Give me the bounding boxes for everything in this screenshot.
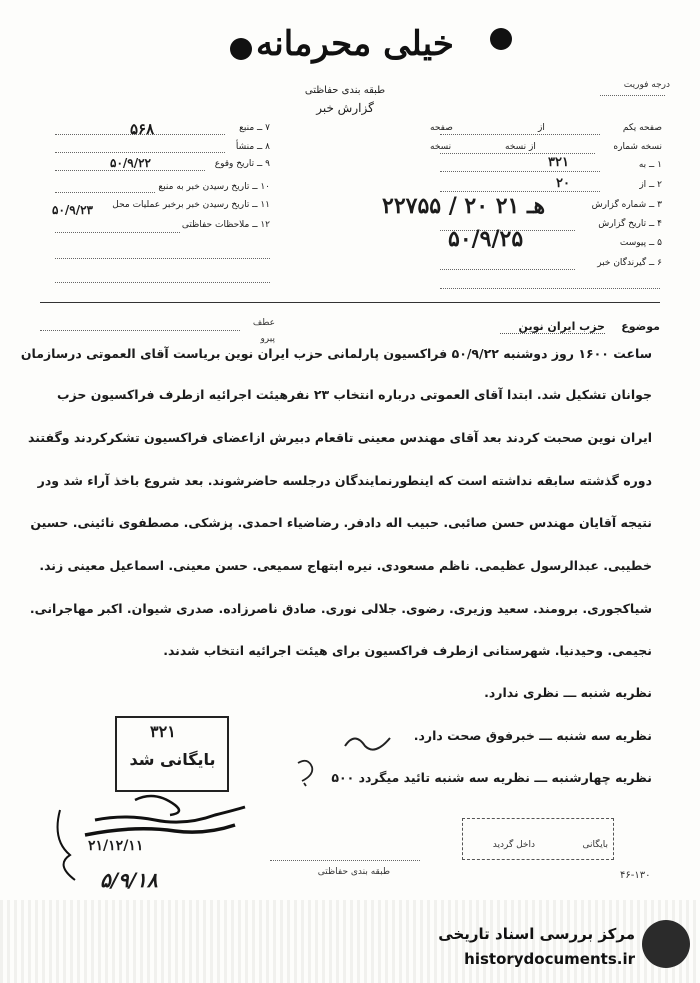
field-from-label: ۲ ــ از <box>639 180 662 190</box>
signature-stroke <box>58 810 75 880</box>
classification-title: خیلی محرمانه <box>256 24 454 64</box>
dots <box>440 171 600 172</box>
field-copy-label: نسخه شماره <box>613 142 662 152</box>
body-line: نظریه سه شنبه ـــ خبرفوق صحت دارد. <box>413 728 652 743</box>
field-copy-of: از نسخه <box>505 142 536 152</box>
signature-scribbles <box>55 780 295 890</box>
report-label: گزارش خبر <box>316 101 374 115</box>
watermark <box>438 915 695 975</box>
signature-stroke <box>85 825 235 835</box>
field-source-label: ۷ ــ منبع <box>239 123 270 133</box>
signature-stroke <box>345 738 390 750</box>
mid-signature <box>340 726 400 756</box>
signature-stroke <box>298 761 312 786</box>
field-from-value: ۲۰ <box>556 176 570 191</box>
dots <box>440 153 595 154</box>
receipt-stamp-label-1: بایگانی <box>582 840 608 850</box>
receipt-stamp-label-2: داخل گردید <box>492 840 535 850</box>
dots <box>55 232 180 233</box>
field-recipients-label: ۶ ــ گیرندگان خبر <box>597 258 662 268</box>
mark-2 <box>290 755 330 790</box>
bottom-classification: طبقه بندی حفاظتی <box>317 867 390 877</box>
dots <box>55 282 270 283</box>
handwritten-date-left: ۲۱/۱۲/۱۱ <box>88 838 144 854</box>
watermark-fa: مرکز بررسی اسناد تاریخی <box>438 925 635 943</box>
receipt-stamp <box>462 818 614 860</box>
archive-stamp-number: ۳۲۱ <box>150 722 176 741</box>
body-line: نظریه شنبه ـــ نظری ندارد. <box>484 685 652 700</box>
dots <box>440 134 600 135</box>
subject-label: موضوع <box>621 320 660 333</box>
header-rule <box>40 302 660 303</box>
body-line: نتیجه آقایان مهندس حسن صائبی. حبیب اله دادفر. رضاضیاء احمدی. پزشکی. مصطفوی نائینی. حسین <box>30 515 652 530</box>
priority-label: درجه فوریت <box>623 80 670 90</box>
handwritten-date-bottom: ۵/۹/۱۸ <box>100 868 158 892</box>
body-line: ساعت ۱۶۰۰ روز دوشنبه ۵۰/۹/۲۲ فراکسیون پارلمانی حزب ایران نوین بریاست آقای العموتی درسازمان <box>20 346 652 361</box>
body-line: جوانان تشکیل شد. ابتدا آقای العموتی درباره انتخاب ۲۳ نفرهیئت اجرائیه ازطرف فراکسیون حزب <box>57 387 652 402</box>
followup-label: پیرو <box>260 334 275 344</box>
dots <box>440 288 660 289</box>
archive-stamp-text: بایگانی شد <box>129 750 216 769</box>
body-line: ایران نوین صحبت کردند بعد آقای مهندس معینی تاقعام دبیرش ازاعضای فراکسیون تشکرکردند وگفتند <box>28 430 652 445</box>
field-attachment-value: ۵۰/۹/۲۵ <box>448 226 524 252</box>
dots <box>440 269 575 270</box>
dots <box>270 860 420 861</box>
watermark-en: historydocuments.ir <box>464 950 635 968</box>
priority-dots <box>600 95 665 96</box>
ink-blot-right <box>490 28 512 50</box>
field-report-number-label: ۳ ــ شماره گزارش <box>591 200 662 210</box>
dots <box>55 170 205 171</box>
field-origin-label: ۸ ــ منشأ <box>235 142 270 152</box>
field-page-of: از <box>538 123 545 133</box>
ink-blot-left <box>230 38 252 60</box>
field-page-label: صفحه یکم <box>622 123 662 133</box>
dots <box>55 152 225 153</box>
field-received-source-label: ۱۰ ــ تاریخ رسیدن خبر به منبع <box>158 182 270 192</box>
body-line: شیاکجوری. برومند. سعید وزیری. رضوی. جلالی نوری. صادق ناصرزاده. صدری شیوان. اکبر مهاجرانی. <box>29 601 652 616</box>
field-attachment-label: ۵ ــ پیوست <box>619 238 662 248</box>
dots <box>55 258 270 259</box>
field-occurrence-value: ۵۰/۹/۲۲ <box>110 156 151 170</box>
field-security-notes-label: ۱۲ ــ ملاحظات حفاظتی <box>181 220 270 230</box>
field-received-ops-label: ۱۱ ــ تاریخ رسیدن خبر برخبر عملیات محل <box>112 200 270 210</box>
body-line: خطیبی. عبدالرسول عظیمی. ناظم مسعودی. نیره ابتهاج سمیعی. حسن معینی. اسماعیل معینی زند. <box>39 558 652 573</box>
dots <box>440 191 600 192</box>
field-to-label: ۱ ــ به <box>638 160 662 170</box>
dots <box>40 330 240 331</box>
archive-logo-icon <box>642 920 690 968</box>
form-number: ۴۶-۱۳۰ <box>620 870 651 881</box>
body-line: نجیمی. وحیدنیا. شهرستانی ازطرف فراکسیون برای هیئت اجرائیه انتخاب شدند. <box>163 643 652 658</box>
body-line: دوره گذشته سابقه نداشته است که اینطورنمایندگان درجلسه حاضرشوند. بعد شروع باخذ آراء شد ودر <box>37 473 652 488</box>
signature-stroke <box>135 796 179 815</box>
field-report-date-label: ۴ ــ تاریخ گزارش <box>598 219 662 229</box>
field-received-ops-value: ۵۰/۹/۲۳ <box>52 203 93 217</box>
field-to-value: ۳۲۱ <box>548 155 569 170</box>
field-occurrence-label: ۹ ــ تاریخ وقوع <box>214 159 270 169</box>
field-copy-unit: نسخه <box>430 142 452 152</box>
field-source-value: ۵۶۸ <box>130 120 155 138</box>
field-page-unit: صفحه <box>430 123 453 133</box>
reference-label: عطف <box>252 318 275 328</box>
field-report-number-value: ۲۲۷۵۵ / ۲۰ هـ ۲۱ <box>382 193 546 219</box>
classification-label: طبقه بندی حفاظتی <box>304 85 386 96</box>
subject-value: حزب ایران نوین <box>500 320 605 334</box>
dots <box>55 192 155 193</box>
body-line: نظریه چهارشنبه ـــ نظریه سه شنبه تائید میگردد ۵۰۰ <box>331 770 652 785</box>
